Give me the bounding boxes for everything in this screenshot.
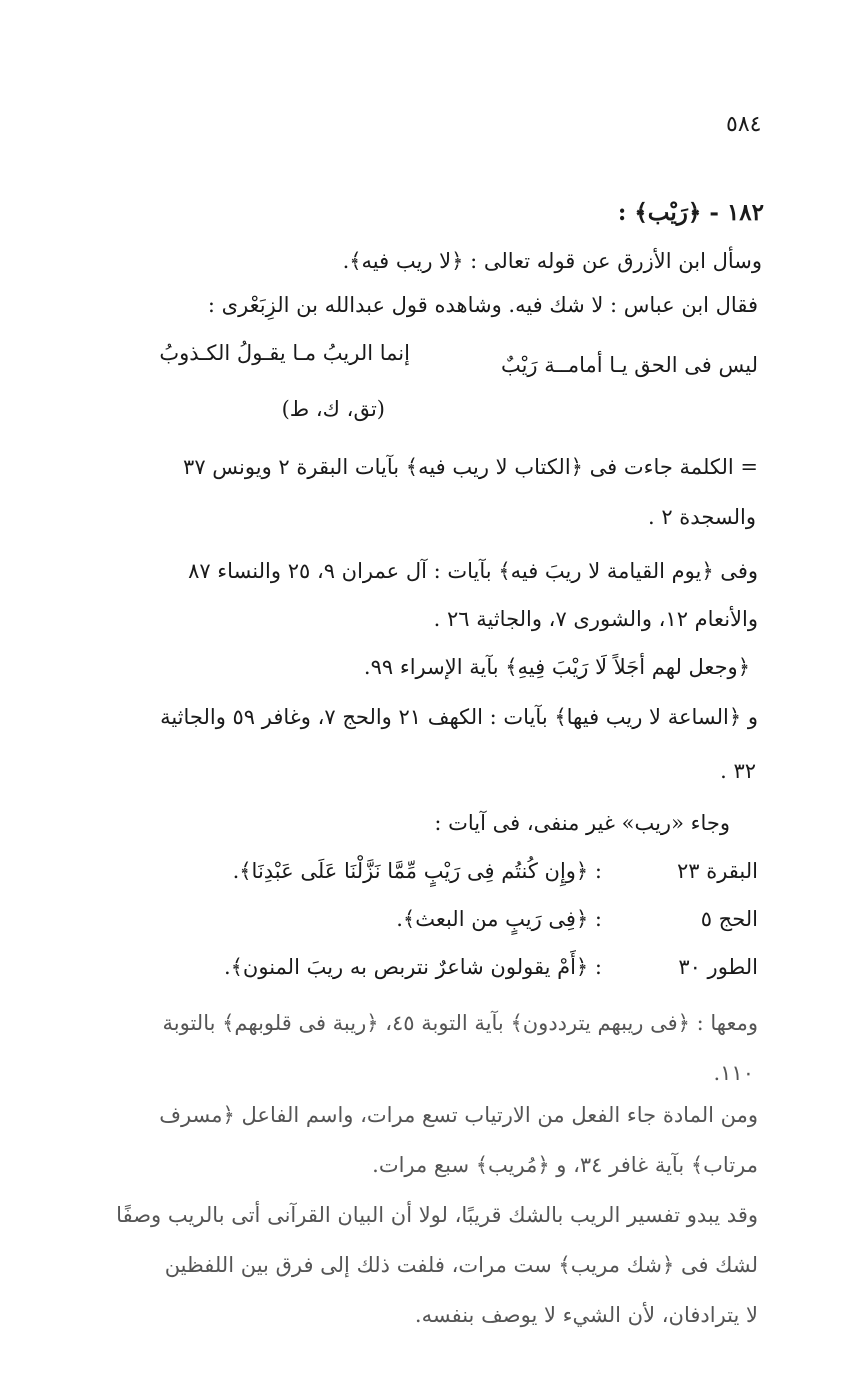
verse-3-ref: الطور ٣٠ — [678, 955, 758, 979]
note-4a: و ﴿الساعة لا ريب فيها﴾ بآيات : الكهف ٢١ والحج ٧، وغافر ٥٩ والجاثية — [160, 705, 758, 729]
question-line: وسأل ابن الأزرق عن قوله تعالى : ﴿لا ريب فيه﴾. — [342, 249, 762, 273]
poem-first-hemistich: ليس فى الحق يـا أمامــة رَيْبٌ — [500, 353, 758, 377]
verse-2-ref: الحج ٥ — [700, 907, 758, 931]
note-1a: = الكلمة جاءت فى ﴿الكتاب لا ريب فيه﴾ بآيات البقرة ٢ ويونس ٣٧ — [183, 455, 758, 479]
verse-2-text: : ﴿فِى رَيبٍ من البعث﴾. — [396, 907, 602, 931]
note-7a: ومن المادة جاء الفعل من الارتياب تسع مرات، واسم الفاعل ﴿مسرف — [159, 1103, 758, 1127]
note-2b: والأنعام ١٢، والشورى ٧، والجاثية ٢٦ . — [433, 607, 758, 631]
note-8c: لا يترادفان، لأن الشيء لا يوصف بنفسه. — [414, 1303, 758, 1327]
note-8a: وقد يبدو تفسير الريب بالشك قريبًا، لولا أن البيان القرآنى أتى بالريب وصفًا — [116, 1203, 758, 1227]
verse-3-text: : ﴿أَمْ يقولون شاعرٌ نتربص به ريبَ المنون﴾. — [223, 955, 602, 979]
note-7b: مرتاب﴾ بآية غافر ٣٤، و ﴿مُريب﴾ سبع مرات. — [372, 1153, 758, 1177]
verse-1-text: : ﴿وإِن كُنتُم فِى رَيْبٍ مِّمَّا نَزَّلْنَا عَلَى عَبْدِنَا﴾. — [232, 859, 602, 883]
poem-second-hemistich: إنما الريبُ مـا يقـولُ الكـذوبُ — [159, 341, 410, 365]
note-3: ﴿وجعل لهم أجَلاً لَا رَيْبَ فِيهِ﴾ بآية الإسراء ٩٩. — [363, 655, 750, 679]
note-6a: ومعها : ﴿فى ريبهم يترددون﴾ بآية التوبة ٤٥، ﴿ريبة فى قلوبهم﴾ بالتوبة — [162, 1011, 758, 1035]
page-number: ٥٨٤ — [726, 112, 762, 137]
poem-sources: (تق، ك، ط) — [281, 397, 385, 421]
note-6b: ١١٠. — [713, 1061, 754, 1085]
note-5: وجاء «ريب» غير منفى، فى آيات : — [434, 811, 730, 835]
answer-line: فقال ابن عباس : لا شك فيه. وشاهده قول عبدالله بن الزِبَعْرى : — [207, 293, 758, 317]
note-2a: وفى ﴿يوم القيامة لا ريبَ فيه﴾ بآيات : آل عمران ٩، ٢٥ والنساء ٨٧ — [188, 559, 758, 583]
entry-heading: ١٨٢ - ﴿رَيْب﴾ : — [617, 199, 764, 226]
verse-1-ref: البقرة ٢٣ — [676, 859, 758, 883]
note-1b: والسجدة ٢ . — [647, 505, 756, 529]
note-4b: ٣٢ . — [720, 759, 756, 783]
note-8b: لشك فى ﴿شك مريب﴾ ست مرات، فلفت ذلك إلى فرق بين اللفظين — [164, 1253, 758, 1277]
